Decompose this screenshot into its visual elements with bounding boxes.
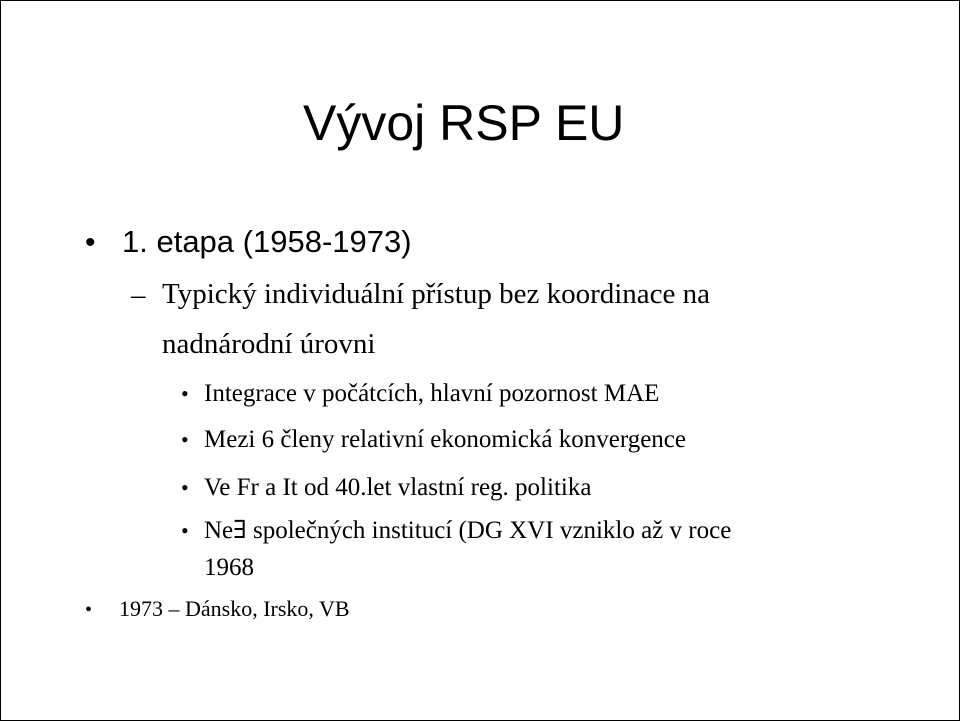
level1-item: 1. etapa (1958-1973) xyxy=(122,224,412,259)
bullet-icon: • xyxy=(85,226,96,259)
level2-item-line2: nadnárodní úrovni xyxy=(162,328,376,360)
level3-item: Ve Fr a It od 40.let vlastní reg. politika xyxy=(204,474,592,501)
level2-item-line1: Typický individuální přístup bez koordinace na xyxy=(162,278,711,310)
level3-item: Ne∃ společných institucí (DG XVI vzniklo až v roce xyxy=(204,517,732,544)
bullet-icon: • xyxy=(85,599,93,621)
slide-title: Vývoj RSP EU xyxy=(303,95,625,151)
level3-item: Integrace v počátcích, hlavní pozornost MAE xyxy=(204,380,660,407)
dash-icon: – xyxy=(131,279,146,311)
level3-item-continuation: 1968 xyxy=(204,554,254,581)
level3-item: Mezi 6 členy relativní ekonomická konvergence xyxy=(204,426,686,453)
bullet-icon: • xyxy=(181,381,189,406)
bullet-icon: • xyxy=(181,427,189,452)
bottom-bullet-item: 1973 – Dánsko, Irsko, VB xyxy=(119,596,350,621)
bullet-icon: • xyxy=(181,475,189,500)
bullet-icon: • xyxy=(181,518,189,543)
